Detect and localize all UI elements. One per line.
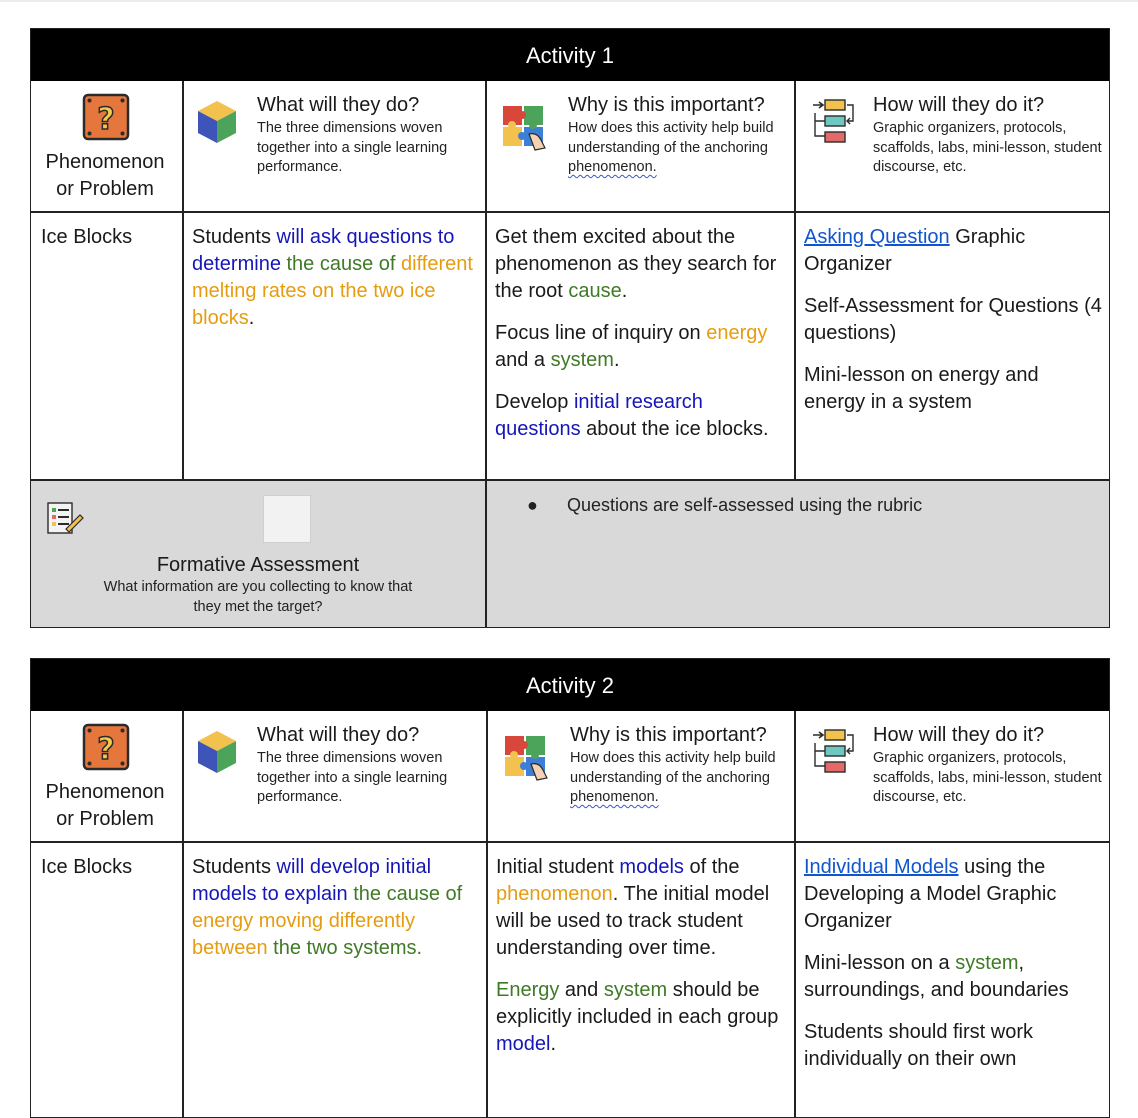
how-cell: Individual Models using the Developing a Model Graphic Organizer Mini-lesson on a system, surroundings, and boundaries Students should first work individually on their own: [804, 856, 1069, 1070]
image-placeholder: [263, 495, 311, 543]
checklist-icon: [46, 499, 86, 537]
question-block-icon: [82, 93, 130, 141]
why-header-subtitle: How does this activity help build understanding of the anchoring phenomenon.: [568, 120, 774, 175]
activity-title: Activity 2: [31, 659, 1109, 711]
why-header-title: Why is this important?: [570, 724, 767, 746]
individual-models-link[interactable]: Individual Models: [804, 856, 959, 878]
asking-question-link[interactable]: Asking Question: [804, 226, 950, 248]
what-header-title: What will they do?: [257, 724, 420, 746]
what-header-subtitle: The three dimensions woven together into a single learning performance.: [257, 120, 448, 175]
what-header-subtitle: The three dimensions woven together into a single learning performance.: [257, 750, 448, 805]
question-block-icon: [82, 723, 130, 771]
how-header-title: How will they do it?: [873, 724, 1045, 746]
top-divider: [0, 0, 1138, 2]
cube-icon: [196, 729, 238, 775]
flowchart-icon: [809, 727, 857, 775]
activity-2-table: [30, 658, 1110, 1118]
puzzle-icon: [501, 104, 547, 152]
how-header-title: How will they do it?: [873, 94, 1045, 116]
phenomenon-cell: Ice Blocks: [41, 856, 133, 878]
how-cell: Asking Question Graphic Organizer Self-Assessment for Questions (4 questions) Mini-lesson on energy and energy in a system: [804, 226, 1102, 413]
why-header-subtitle: How does this activity help build understanding of the anchoring phenomenon.: [570, 750, 776, 805]
what-cell: Students will develop initial models to explain the cause of energy moving differently between the two systems.: [192, 856, 463, 959]
cube-icon: [196, 99, 238, 145]
flowchart-icon: [809, 97, 857, 145]
activity-title: Activity 1: [31, 29, 1109, 81]
puzzle-icon: [503, 734, 549, 782]
what-cell: Students will ask questions to determine the cause of different melting rates on the two ice blocks.: [192, 226, 473, 329]
svg-text:?: ?: [97, 732, 115, 767]
why-cell: Initial student models of the phenomenon. The initial model will be used to track student understanding over time. Energy and system should be explicitly included in each group model.: [496, 856, 779, 1055]
phenomenon-header: Phenomenon or Problem: [45, 151, 165, 200]
what-header-title: What will they do?: [257, 94, 420, 116]
phenomenon-header: Phenomenon or Problem: [45, 781, 165, 830]
svg-text:?: ?: [97, 102, 115, 137]
how-header-subtitle: Graphic organizers, protocols, scaffolds, labs, mini-lesson, student discourse, etc.: [873, 750, 1102, 805]
how-header-subtitle: Graphic organizers, protocols, scaffolds, labs, mini-lesson, student discourse, etc.: [873, 120, 1102, 175]
why-cell: Get them excited about the phenomenon as they search for the root cause. Focus line of inquiry on energy and a system. Develop initial research questions about the ice blocks.: [495, 226, 777, 440]
formative-subtitle: What information are you collecting to know that they met the target?: [103, 579, 413, 615]
formative-bullet: ● Questions are self-assessed using the rubric: [527, 495, 923, 515]
activity-1-table: [30, 28, 1110, 628]
formative-title: Formative Assessment: [156, 554, 360, 576]
phenomenon-cell: Ice Blocks: [41, 226, 133, 248]
why-header-title: Why is this important?: [568, 94, 765, 116]
